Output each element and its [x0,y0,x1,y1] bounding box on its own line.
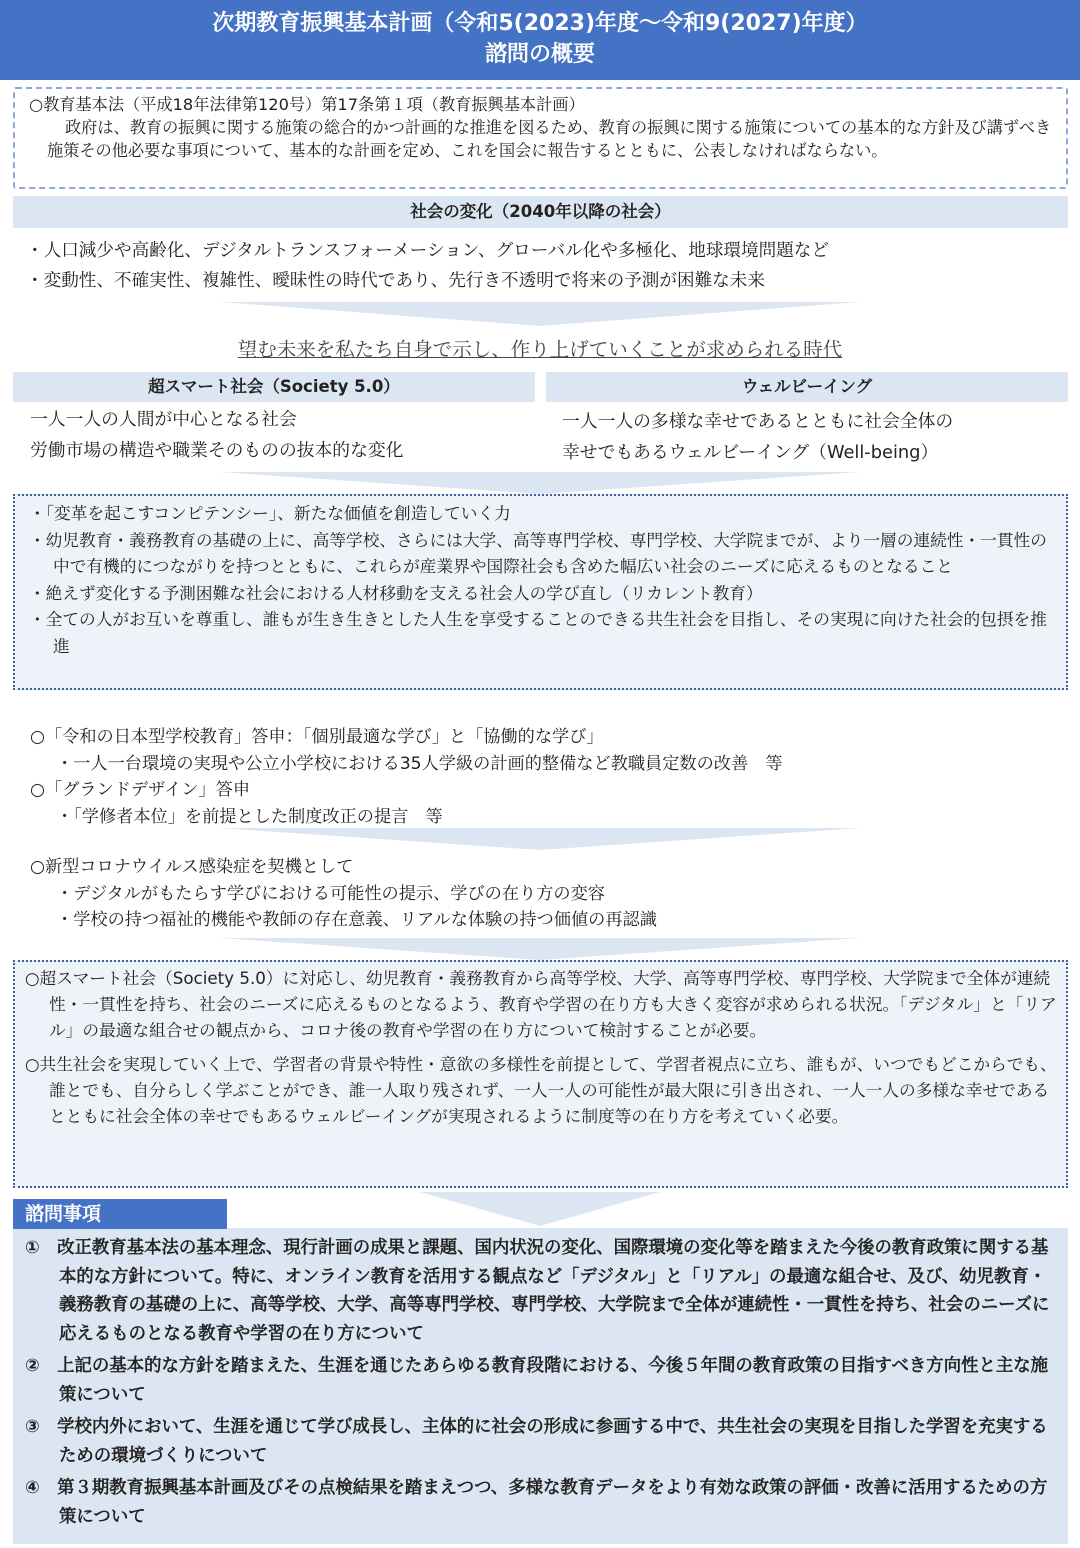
society50-heading: 超スマート社会（Society 5.0） [13,372,535,402]
corona-section [30,854,657,934]
page-header [0,0,1080,80]
future-statement: 望む未来を私たち自身で示し、作り上げていくことが求められる時代 [237,338,843,361]
law-body: 政府は、教育の振興に関する施策の総合的かつ計画的な推進を図るため、教育の振興に関する施策についての基本的な方針及び講ずべき施策その他必要な事項について、基本的な計画を定め、これを国会に報告するとともに、公表しなければならない。 [47,118,1052,160]
report-subitem: ・一人一台環境の実現や公立小学校における35人学級の計画的整備など教職員定数の改善 等 [56,753,783,774]
inquiry-tab: 諮問事項 [13,1199,227,1229]
arrow-down-icon [220,472,860,494]
page-subtitle: 諮問の概要 [484,42,595,67]
report-subitem: ・「学修者本位」を前提とした制度改正の提言 等 [56,806,443,827]
inquiry-item: ② 上記の基本的な方針を踏まえた、生涯を通じたあらゆる教育段階における、今後５年間の教育政策の目指すべき方向性と主な施策について [25,1356,1049,1405]
society-list [26,236,829,296]
wellbeing-text [562,406,953,468]
inquiry-box [13,1228,1068,1544]
arrow-down-icon [220,828,860,850]
inquiry-item: ④ 第３期教育振興基本計画及びその点検結果を踏まえつつ、多様な教育データをより有効な政策の評価・改善に活用するための方策について [25,1478,1048,1527]
society50-line: 一人一人の人間が中心となる社会 [30,409,297,430]
list-item: ・絶えず変化する予測困難な社会における人材移動を支える社会人の学び直し（リカレント教育） [29,582,763,603]
corona-title: ○新型コロナウイルス感染症を契機として [30,857,354,877]
list-item: ・「変革を起こすコンピテンシー」、新たな価値を創造していく力 [29,503,511,523]
society50-line: 労働市場の構造や職業そのものの抜本的な変化 [30,440,404,461]
list-item: ・学校の持つ福祉的機能や教師の存在意義、リアルな体験の持つ価値の再認識 [56,910,657,930]
needs-paragraph: ○超スマート社会（Society 5.0）に対応し、幼児教育・義務教育から高等学校、大学、高等専門学校、専門学校、大学院まで全体が連続性・一貫性を持ち、社会のニーズに応えるものとなるよう、教育や学習の在り方も大きく変容が求められる状況。「デジタル」と「リアル」の最適な組合せの観点から、コロナ後の教育や学習の在り方について検討することが必要。 [25,968,1057,1040]
law-box [13,87,1068,189]
reports-section [30,724,783,830]
inquiry-item: ③ 学校内外において、生涯を通じて学び成長し、主体的に社会の形成に参画する中で、共生社会の実現を目指した学習を充実するための環境づくりについて [25,1417,1048,1466]
wellbeing-line: 幸せでもあるウェルビーイング（Well-being） [562,442,939,463]
report-item: ○「グランドデザイン」答申 [30,780,251,800]
list-item: ・全ての人がお互いを尊重し、誰もが生き生きとした人生を享受することのできる共生社会を目指し、その実現に向けた社会的包摂を推進 [29,609,1047,656]
list-item: ・幼児教育・義務教育の基礎の上に、高等学校、さらには大学、高等専門学校、専門学校、大学院までが、より一層の連続性・一貫性の中で有機的につながりを持つとともに、これらが産業界や国際社会も含めた幅広い社会のニーズに応えるものとなること [29,529,1047,576]
law-title: ○教育基本法（平成18年法律第120号）第17条第１項（教育振興基本計画） [29,95,585,114]
society-heading: 社会の変化（2040年以降の社会） [13,196,1068,228]
society50-text [30,404,403,466]
arrow-down-icon [220,302,860,326]
needs-box [13,960,1068,1188]
wellbeing-heading: ウェルビーイング [546,372,1068,402]
wellbeing-line: 一人一人の多様な幸せであるとともに社会全体の [562,411,954,432]
report-item: ○「令和の日本型学校教育」答申：「個別最適な学び」と「協働的な学び」 [30,727,604,747]
inquiry-item: ① 改正教育基本法の基本理念、現行計画の成果と課題、国内状況の変化、国際環境の変化等を踏まえた今後の教育政策に関する基本的な方針について。特に、オンライン教育を活用する観点など「デジタル」と「リアル」の最適な組合せ、及び、幼児教育・義務教育の基礎の上に、高等学校、大学、高等専門学校、専門学校、大学院まで全体が連続性・一貫性を持ち、社会のニーズに応えるものとなる教育や学習の在り方について [25,1238,1050,1344]
needs-paragraph: ○共生社会を実現していく上で、学習者の背景や特性・意欲の多様性を前提として、学習者視点に立ち、誰もが、いつでもどこからでも、誰とでも、自分らしく学ぶことができ、誰一人取り残されず、一人一人の可能性が最大限に引き出され、一人一人の多様な幸せであるとともに社会全体の幸せでもあるウェルビーイングが実現されるように制度等の在り方を考えていく必要。 [25,1054,1057,1126]
arrow-down-icon [220,938,860,960]
list-item: ・デジタルがもたらす学びにおける可能性の提示、学びの在り方の変容 [56,883,605,904]
list-item: ・変動性、不確実性、複雑性、曖昧性の時代であり、先行き不透明で将来の予測が困難な未来 [26,271,765,291]
page-title: 次期教育振興基本計画（令和5(2023)年度～令和9(2027)年度） [212,11,868,36]
competency-box [13,494,1068,690]
arrow-down-icon [420,1192,660,1226]
list-item: ・人口減少や高齢化、デジタルトランスフォーメーション、グローバル化や多極化、地球環境問題など [26,241,829,261]
